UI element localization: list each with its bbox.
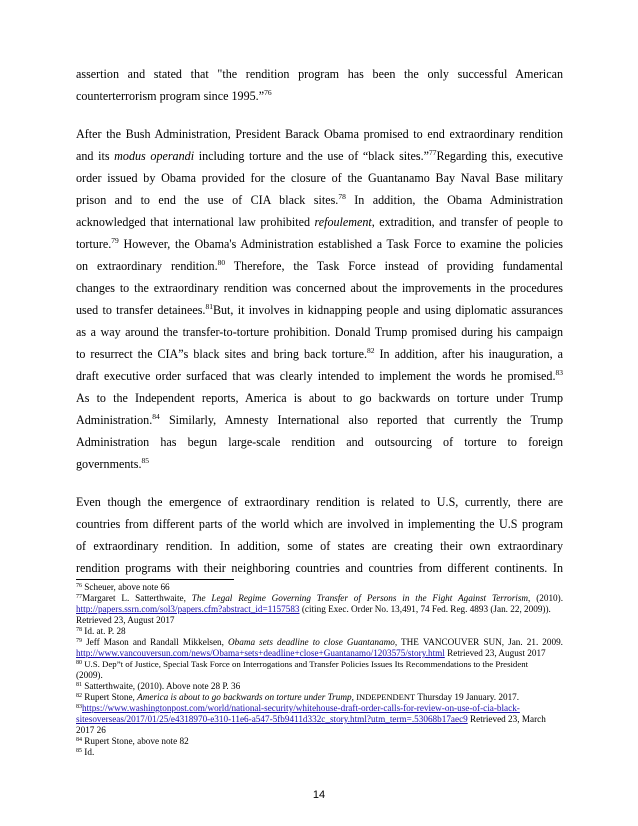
paragraph-3-line-2: countries from different parts of the world which are involved in implementing the U.S program (76, 517, 563, 531)
paragraph-2-line-10: as a way around the transfer-to-torture prohibition. Donald Trump promised during his campaign (76, 325, 563, 339)
footnote-79: $^{79}$ Jeff Mason and Randall Mikkelsen, Obama sets deadline to close Guantanamo, THE VANCOUVER SUN, Jan. 21. 2009. (76, 637, 563, 647)
footnote-83-line-3: 2017 26 (76, 725, 106, 735)
footnote-ref-79: 79 (111, 236, 119, 245)
footnote-83-link[interactable]: https://www.washingtonpost.com/world/national-security/whitehouse-draft-order-calls-for-review-on-use-of-cia-black- (82, 703, 520, 713)
footnote-79-link[interactable]: http://www.vancouversun.com/news/Obama+sets+deadline+close+Guantanamo/1203575/story.html (76, 648, 445, 658)
footnote-85: $^{85}$ Id. (76, 747, 95, 757)
paragraph-2-line-12: draft executive order surfaced that was clearly intended to implement the words he promised.$^{83}$ (76, 368, 563, 383)
footnote-76: $^{76}$ Scheuer, above note 66 (76, 582, 170, 592)
footnote-ref-80: 80 (217, 258, 226, 267)
footnote-83-link-cont[interactable]: sitesoverseas/2017/01/25/e4318970-e310-11e6-a547-5fb9411d332c_story.html?utm_term=.53068b17aec9 (76, 714, 468, 724)
footnote-ref-83: 83 (555, 368, 563, 377)
paragraph-1-line-1: assertion and stated that "the rendition program has been the only successful American (76, 67, 563, 81)
footnote-77-line-2: http://papers.ssrn.com/sol3/papers.cfm?abstract_id=1157583 (citing Exec. Order No. 13,491, 74 Fed. Reg. 4893 (Jan. 22, 2009)). (76, 604, 551, 614)
footnote-80: $^{80}$ U.S. Dep”t of Justice, Special Task Force on Interrogations and Transfer Policies Issues Its Recommendations to the President (76, 659, 529, 669)
footnote-ref-77: 77 (428, 148, 437, 157)
paragraph-2-line-7: on extraordinary rendition.$^{80}$ Therefore, the Task Force instead of providing fundamental (76, 258, 564, 273)
paragraph-2-line-16: governments.$^{85}$ (76, 456, 149, 471)
footnote-84: $^{84}$ Rupert Stone, above note 82 (76, 736, 189, 746)
paragraph-2-line-9: used to transfer detainees.$^{81}$But, it involves in kidnapping people and using diplomatic assurances (76, 302, 564, 317)
paragraph-2-line-8: changes to the extraordinary rendition was concerned about the improvements in the procedures (76, 281, 563, 295)
page-number: 14 (312, 789, 326, 801)
footnote-ref-85: 85 (141, 456, 149, 465)
footnote-79-line-2: http://www.vancouversun.com/news/Obama+sets+deadline+close+Guantanamo/1203575/story.html Retrieved 23, August 2017 (76, 648, 546, 658)
paragraph-3-line-3: of extraordinary rendition. In addition, some of states are creating their own extraordinary (76, 539, 563, 553)
footnote-83: $^{83}$https://www.washingtonpost.com/world/national-security/whitehouse-draft-order-calls-for-review-on-use-of-cia-black- (76, 703, 520, 713)
paragraph-2-line-2: and its modus operandi including torture and the use of “black sites.”$^{77}$Regarding this, executive (76, 148, 563, 163)
paragraph-2-line-11: to resurrect the CIA”s black sites and bring back torture.$^{82}$ In addition, after his inauguration, a (76, 346, 563, 361)
footnote-77-link[interactable]: http://papers.ssrn.com/sol3/papers.cfm?abstract_id=1157583 (76, 604, 300, 614)
footnote-82: $^{82}$ Rupert Stone, America is about to go backwards on torture under Trump, INDEPENDENT Thursday 19 January. 2017. (76, 692, 520, 702)
footnote-ref-78: 78 (338, 192, 346, 201)
footnote-83-line-2: sitesoverseas/2017/01/25/e4318970-e310-11e6-a547-5fb9411d332c_story.html?utm_term=.53068b17aec9 Retrieved 23, March (76, 714, 546, 724)
footnote-ref-76: 76 (264, 88, 272, 97)
paragraph-2-line-5: acknowledged that international law prohibited refoulement, extradition, and transfer of people to (76, 215, 563, 229)
paragraph-3-line-1: Even though the emergence of extraordinary rendition is related to U.S, currently, there are (76, 495, 563, 509)
footnote-ref-81: 81 (205, 302, 213, 311)
paragraph-3-line-4: rendition programs with their neighboring countries and countries from different continents. In (76, 561, 563, 575)
footnote-separator (76, 579, 234, 580)
paragraph-2-line-1: After the Bush Administration, President Barack Obama promised to end extraordinary rendition (76, 127, 563, 141)
footnote-80-line-2: (2009). (76, 670, 103, 680)
footnote-77-line-3: Retrieved 23, August 2017 (76, 615, 175, 625)
paragraph-2-line-6: torture.$^{79}$ However, the Obama's Administration established a Task Force to examine the policies (76, 236, 563, 251)
footnote-78: $^{78}$ Id. at. P. 28 (76, 626, 126, 636)
footnote-77: $^{77}$Margaret L. Satterthwaite, The Legal Regime Governing Transfer of Persons in the Fight Against Terrorism, (2010). (76, 593, 563, 603)
paragraph-2-line-3: order issued by Obama provided for the closure of the Guantanamo Bay Naval Base military (76, 171, 563, 185)
footnote-ref-82: 82 (367, 346, 375, 355)
paragraph-1-line-2: counterterrorism program since 1995.”$^{76}$ (76, 88, 272, 103)
paragraph-2-line-13: As to the Independent reports, America is about to go backwards on torture under Trump (76, 391, 563, 405)
paragraph-2-line-4: prison and to end the use of CIA black sites.$^{78}$ In addition, the Obama Administration (76, 192, 563, 207)
paragraph-2-line-14: Administration.$^{84}$ Similarly, Amnesty International also reported that currently the Trump (76, 412, 563, 427)
footnote-ref-84: 84 (152, 412, 160, 421)
footnote-81: $^{81}$ Satterthwaite, (2010). Above note 28 P. 36 (76, 681, 241, 691)
paragraph-2-line-15: Administration has begun large-scale rendition and outsourcing of torture to foreign (76, 435, 563, 449)
